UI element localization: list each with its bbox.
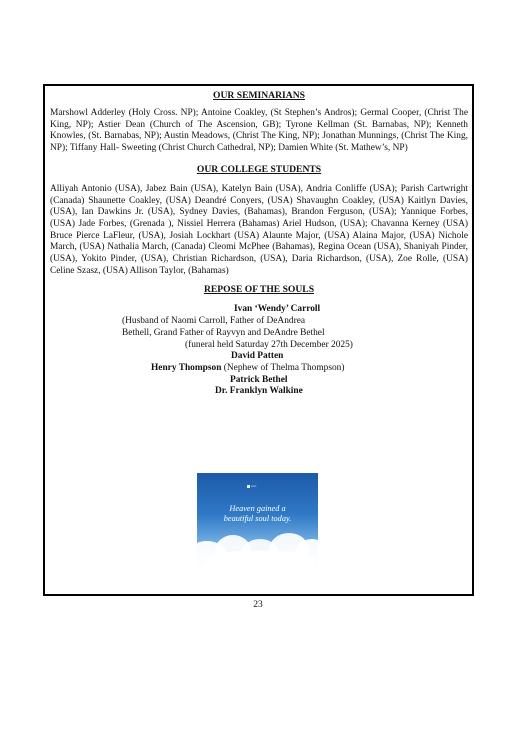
cloud-shape bbox=[205, 551, 315, 565]
card-caption-line-1: Heaven gained a bbox=[229, 504, 286, 513]
repose-note-ivan-3: (funeral held Saturday 27th December 2025) bbox=[185, 339, 353, 350]
seminarians-heading: OUR SEMINARIANS bbox=[213, 90, 305, 101]
page-number: 23 bbox=[253, 600, 263, 610]
college-students-heading: OUR COLLEGE STUDENTS bbox=[196, 163, 322, 175]
repose-henry-line bbox=[50, 363, 468, 375]
card-caption-line-2: beautiful soul today. bbox=[223, 514, 292, 523]
memorial-card-image bbox=[197, 473, 318, 565]
repose-name-david: David Patten bbox=[231, 351, 284, 362]
repose-note-henry: (Nephew of Thelma Thompson) bbox=[223, 362, 345, 373]
repose-name-henry: Henry Thompson bbox=[151, 362, 222, 373]
repose-note-ivan-1: (Husband of Naomi Carroll, Father of DeAndrea bbox=[122, 316, 306, 327]
repose-name-patrick: Patrick Bethel bbox=[230, 374, 288, 385]
repose-list bbox=[50, 304, 468, 398]
college-students-list: Alliyah Antonio (USA), Jabez Bain (USA), Katelyn Bain (USA), Andria Conliffe (USA); Parish Cartwright (Canada) Shaunette Coakley, (USA) Deandré Conyers, (USA) Shavaughn Coakley, (USA) Kaitlyn Davies, (USA), Ian Dawkins Jr. (USA), Sydney Davies, (Bahamas), Brandon Ferguson, (USA); Yannique Forbes, (USA) Jade Forbes, (Grenada ), Nissiel Herrera (Bahamas) Ariel Hudson, (USA); Chavanna Kerney (USA) Bruce Pierce LaFleur, (USA), Josiah Lockhart (USA) Alaunte Major, (USA) Alaina Major, (USA) Nichole March, (USA) Nathalia March, (Canada) Cleomi McPhee (Bahamas), Regina Ocean (USA), Shaniyah Pinder, (USA), Yokito Pinder, (USA), Christian Richardson, (USA), Daria Richardson, (USA), Zoe Rolle, (USA) Celine Szasz, (USA) Allison Taylor, (Bahamas) bbox=[50, 183, 468, 276]
repose-note-ivan-2: Bethell, Grand Father of Rayvyn and DeAndre Bethel bbox=[122, 327, 325, 338]
repose-name-franklyn: Dr. Franklyn Walkine bbox=[215, 386, 303, 397]
seminarians-list: Marshowl Adderley (Holy Cross. NP); Antoine Coakley, (St Stephen’s Andros); Germal Cooper, (Christ The King, NP); Astier Dean (Church of The Ascension, GB); Tyrone Kellman (St. Barnabas, NP); Kenneth Knowles, (St. Barnabas, NP); Austin Meadows, (Christ The King, NP); Jonathan Munnings, (Christ The King, NP); Tiffany Hall- Sweeting (Christ Church Cathedral, NP); Damien White (St. Mathew’s, NP) bbox=[50, 108, 468, 154]
card-caption bbox=[197, 504, 318, 524]
page-border-box bbox=[43, 84, 474, 596]
card-logo-icon: ▪▪▪▪▪ bbox=[247, 484, 269, 488]
repose-heading: REPOSE OF THE SOULS bbox=[203, 284, 315, 296]
page-content bbox=[50, 90, 468, 398]
repose-name-ivan: Ivan ‘Wendy’ Carroll bbox=[234, 304, 321, 315]
